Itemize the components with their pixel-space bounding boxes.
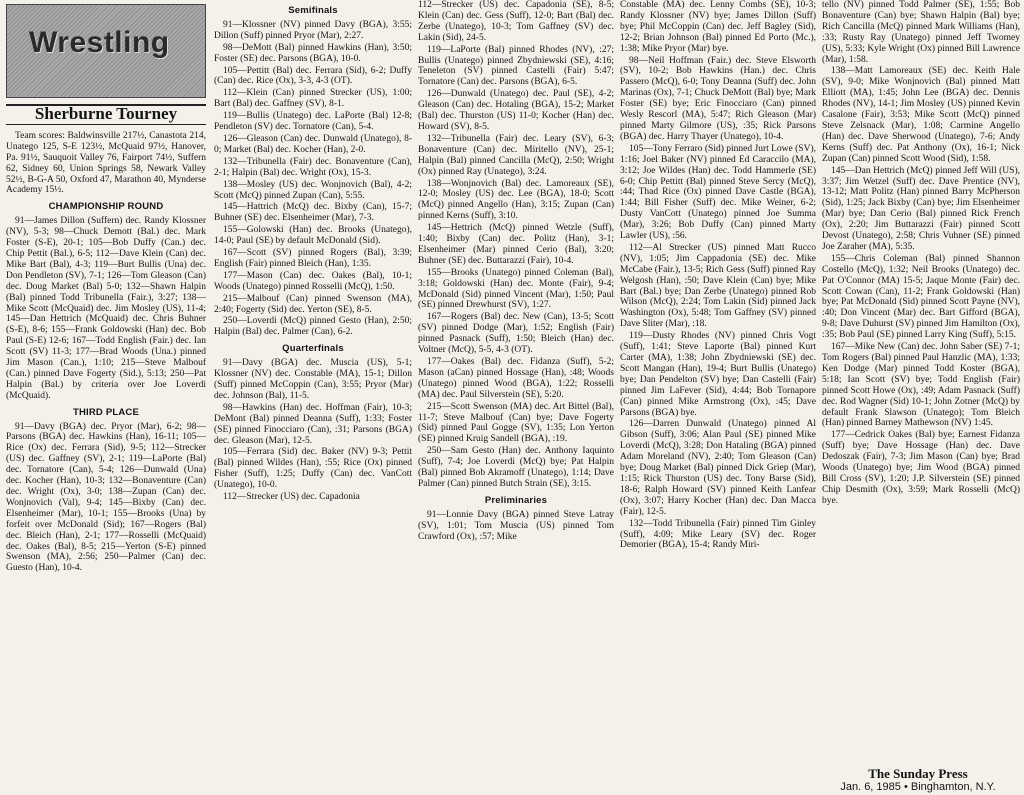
results-paragraph: 112—Al Strecker (US) pinned Matt Rucco (NV), 1:05; Jim Cappadonia (SE) dec. Mike McCabe (Fair.), 13-5; Rich Gess (Suff) pinned Ray Welgosh (Han), :50; Dave Klein (Can) bye; Mike Bart (Bal.) bye; Dan Zerbe (Unatego) pinned Rob Wilson (McQ), 2:24; Tom Lakin (Sid) pinned Jack Washington (Ox), 5:48; Tom Gaffney (SV) pinned Dave Sliter (Mar), :18. — [620, 242, 816, 330]
results-paragraph: 119—Dusty Rhodes (NV) pinned Chris Vogt (Suff), 1:41; Steve Laporte (Bal) pinned Kurt Carter (MA), 1:38; John Zbydniewski (SE) dec. Scott Mangan (Han), 19-4; Burt Bullis (Unatego) bye; Dan Pendelton (SV) bye; Dan Castelli (Fair) pinned Jim LaFever (Sid), 4:44; Bob Tornapore (Can) pinned Mike Armstrong (Ox), :45; Dave Parsons (BGA) bye. — [620, 331, 816, 418]
results-paragraph: 91—Klossner (NV) pinned Davy (BGA), 3:55; Dillon (Suff) pinned Pryor (Mar), 2:27. — [214, 19, 412, 41]
results-paragraph: 91—Davy (BGA) dec. Pryor (Mar), 6-2; 98—Parsons (BGA) dec. Hawkins (Han), 16-11; 105—Rice (Ox) dec. Ferrara (Sid), 9-5; 112—Strecker (US) dec. Gaffney (SV), 2-1; 119—LaPorte (Bal) dec. Tornatore (Can), 5-4; 126—Dunwald (Una) dec. Kocher (Han), 10-3; 132—Bonaventure (Can) dec. Wright (Ox), 3-0; 138—Zupan (Can) dec. Wonjnovich (Val), 9-4; 145—Bixby (Can) dec. Elsenheimer (Mar), 10-1; 155—Brooks (Una) by forfeit over McDonald (Sid); 167—Rogers (Bal) dec. Bleich (Han), 2-1; 177—Rosselli (McQuaid) dec. Oakes (Bal), 8-5; 215—Yerton (S-E) pinned Swenson (MA), 2:56; 250—Palmer (Can) dec. Guesto (Han), 10-4. — [6, 421, 206, 574]
section-subheading: CHAMPIONSHIP ROUND — [48, 201, 164, 213]
dateline: Jan. 6, 1985 • Binghamton, N.Y. — [840, 781, 996, 793]
column-5-body — [822, 0, 1020, 507]
results-paragraph: 167—Mike New (Can) dec. John Saber (SE) 7-1; Tom Rogers (Bal) pinned Paul Hanzlic (MA), 1:33; Ken Dodge (Mar) pinned Todd Koster (BGA), 5:18; Ian Scott (SV) bye; Todd English (Fair) pinned Scott Howe (Ox), :49; Adam Pasnack (Suff) dec. Rod Wagner (Sid) 10-1; John Zotner (McQ) by default Frank Slawson (Unatego); Tom Bleich (Han) pinned Barney Mathewson (NV) 1:45. — [822, 342, 1020, 429]
results-paragraph: 145—Hettrich (McQ) pinned Wetzle (Suff), 1:40; Bixby (Can) dec. Politz (Han), 3-1; Elsenheimer (Mar) pinned Cerio (Bal), 3:20; Buhner (SE) dec. Buttarazzi (Fair), 10-4. — [418, 223, 614, 266]
results-paragraph: 145—Dan Hettrich (McQ) pinned Jeff Will (US), 3:37; Jim Wetzel (Suff) dec. Dave Prentice (NV), 13-12; Matt Politz (Han) pinned Barry McPherson (Sid), 1:25; Jack Bixby (Can) bye; Jim Elsenheimer (Mar) bye; Dan Cerio (Bal) pinned Rick French (Ox), 2:20; Jim Buttarazzi (Fair) pinned Scott Devost (Unatego), 2:58; Chris Vuhner (SE) pinned Joe Zaraher (MA), 5:35. — [822, 165, 1020, 252]
rule-bottom — [6, 124, 206, 125]
column-2 — [214, 0, 412, 795]
results-paragraph: 105—Pettitt (Bal) dec. Ferrara (Sid), 6-2; Duffy (Can) dec. Rice (Ox), 3-3, 4-3 (OT). — [214, 65, 412, 87]
results-paragraph: 177—Mason (Can) dec. Oakes (Bal), 10-1; Woods (Unatego) pinned Rosselli (McQ), 1:50. — [214, 270, 412, 292]
results-paragraph: 98—DeMott (Bal) pinned Hawkins (Han), 3:50; Foster (SE) dec. Parsons (BGA), 10-0. — [214, 42, 412, 64]
results-paragraph: 91—Davy (BGA) dec. Muscia (US), 5-1; Klossner (NV) dec. Constable (MA), 15-1; Dillon (Suff) pinned McCoppin (Can), 3:55; Pryor (Mar) dec. Johnson (Bal), 11-5. — [214, 358, 412, 401]
results-paragraph: 105—Tony Ferraro (Sid) pinned Jurt Lowe (SV), 1:16; Joel Baker (NV) pinned Ed Caraccilo (MA), 3:12; Joe Wildes (Han) dec. Todd Hammerle (SE) 6-0; Chip Pettitt (Bal) pinned Steve Sercy (McQ), :44; Thad Rice (Ox) pinned Dave Castle (BGA), 1:44; Bill Fisher (Suff) dec. Mike Weiner, 6-2; Dusty VanCott (Unatego) pinned Joe Summa (Mar), 3:26; Bob Duffy (Can) pinned Marty Lawler (US), :56. — [620, 143, 816, 242]
results-paragraph: 138—Wonjnovich (Bal) dec. Lamoreaux (SE), 12-0; Mosley (US) dec. Lee (BGA), 18-0; Scott (McQ) pinned Angello (Han), 3:15; Zupan (Can) pinned Kerns (Suff), 3:10. — [418, 178, 614, 222]
results-paragraph: 112—Strecker (US) dec. Capadonia — [223, 492, 360, 503]
section-title: Wrestling — [29, 26, 170, 59]
column-5 — [822, 0, 1020, 795]
results-paragraph: 91—Lonnie Davy (BGA) pinned Steve Latray (SV), 1:01; Tom Muscia (US) pinned Tom Crawford (Ox), :57; Mike — [418, 509, 614, 542]
results-paragraph: 215—Malbouf (Can) pinned Swenson (MA), 2:40; Fogerty (Sid) dec. Yerton (SE), 8-5. — [214, 293, 412, 315]
column-1 — [6, 0, 206, 795]
column-2-body — [214, 6, 412, 503]
results-paragraph: 132—Tribunella (Fair) dec. Bonaventure (Can), 2-1; Halpin (Bal) dec. Wright (Ox), 15-3. — [214, 156, 412, 178]
results-paragraph: 98—Neil Hoffman (Fair.) dec. Steve Elsworth (SV), 10-2; Bob Hawkins (Han.) dec. Chris Passero (McQ), 6-0; Tony Deanna (Suff) dec. John Marinas (Ox), 7-1; Chuck DeMott (Bal) bye; Mark Foster (SE) bye; Eric Finocciaro (Can) pinned Wesly Rescorl (MA), 5:47; Rich Gleason (Mar) pinned Marty Gilmore (US), :35; Rick Parsons (BGA) dec. Harry Thayer (Unatego), 10-4. — [620, 55, 816, 142]
results-paragraph: 155—Chris Coleman (Bal) pinned Shannon Costello (McQ), 1:32; Neil Brooks (Unatego) dec. Pat O'Connor (MA) 15-5; Jaque Monte (Fair) dec. Scott Cowan (Can), 11-2; Frank Goldowski (Han) bye; Pat McDonald (Sid) pinned Scott Payne (NV), :40; Don Vincent (Mar) dec. Bart Gifford (BGA), 9-8; Dave Duhurst (SV) pinned Jim Hamilton (Ox), :35; Bob Paul (SE) pinned Larry King (Suff), 5:15. — [822, 253, 1020, 341]
results-paragraph: 119—Bullis (Unatego) dec. LaPorte (Bal) 12-8; Pendleton (SV) dec. Tornatore (Can), 5-4. — [214, 111, 412, 133]
results-paragraph: 105—Ferrara (Sid) dec. Baker (NV) 9-3; Pettit (Bal) pinned Wildes (Han), :55; Rice (Ox) pinned Fisher (Suff), 1:25; Duffy (Can) dec. VanCott (Unatego), 10-0. — [214, 447, 412, 491]
column-1-body — [6, 131, 206, 574]
column-3-body — [418, 0, 614, 543]
results-paragraph: 177—Oakes (Bal) dec. Fidanza (Suff), 5-2; Mason (aCan) pinned Hossage (Han), :48; Woods (Unatego) pinned Wood (BGA), 1:22; Rosselli (MA) dec. Paul Silverstein (SE), 5:20. — [418, 357, 614, 400]
results-paragraph: 98—Hawkins (Han) dec. Hoffman (Fair), 10-3; DeMont (Bal) pinned Deanna (Suff), 1:33; Foster (SE) pinned Finocciaro (Can), :31; Parsons (BGA) dec. Gleason (Mar), 12-5. — [214, 402, 412, 446]
results-paragraph: tello (NV) pinned Todd Palmer (SE), 1:55; Bob Bonaventure (Can) bye; Shawn Halpin (Bal) bye; Rich Cancilla (McQ) pinned Mark Williams (Han), :33; Rusty Ray (Unatego) pinned Jeff Twomey (US), 5:33; Kyle Wright (Ox) pinned Bill Lawrence (Mar), 1:58. — [822, 0, 1020, 65]
results-paragraph: 155—Brooks (Unatego) pinned Coleman (Bal), 3:18; Goldowski (Han) dec. Monte (Fair), 9-4; McDonald (Sid) pinned Vincent (Mar), 1:50; Paul (SE) pinned Drewhurst (SV), 1:27. — [418, 267, 614, 311]
results-paragraph: Team scores: Baldwinsville 217½, Canastota 214, Unatego 125, S-E 123½, McQuaid 97½, Hanover, Pa. 91½, Sauquoit Valley 76, Fairport 74½, Suffern 62, Sidney 60, Union Springs 58, Newark Valley 52½, B-G-A 50, Oxford 47, Marathon 40, Mynderse Academy 15½. — [6, 130, 206, 196]
results-paragraph: 119—LaPorte (Bal) pinned Rhodes (NV), :27; Bullis (Unatego) pinned Zbydniewski (SE), 4:16; Teneleton (SV) pinned Castelli (Fair) 5:47; Tornatore (Can) dec. Parsons (BGA), 6-5. — [418, 44, 614, 88]
newspaper-name: The Sunday Press — [868, 766, 968, 781]
section-subheading: Quarterfinals — [282, 343, 344, 355]
page-footer — [818, 767, 1018, 793]
results-paragraph: 132—Todd Tribunella (Fair) pinned Tim Ginley (Suff), 4:09; Mike Leary (SV) dec. Roger Demorier (BGA), 15-4; Randy Miri- — [620, 518, 816, 551]
results-paragraph: 132—Tribunella (Fair) dec. Leary (SV), 6-3; Bonaventure (Can) dec. Miritello (NV), 25-1; Halpin (Bal) pinned Cancilla (McQ), 2:50; Wright (Ox) pinned Ray (Unatego), 3:24. — [418, 133, 614, 177]
results-paragraph: 215—Scott Swenson (MA) dec. Art Bittel (Bal), 11-7; Steve Malbouf (Can) bye; Dave Fogerty (Sid) pinned Paul Gogge (SV), 1:35; Lon Yerton (SE) pinned Kruig Sandell (BGA), :19. — [418, 401, 614, 445]
article-headline: Sherburne Tourney — [34, 104, 178, 123]
column-4-body — [620, 0, 816, 551]
results-paragraph: 167—Scott (SV) pinned Rogers (Bal), 3:39; English (Fair) pinned Bleich (Han), 1:35. — [214, 248, 412, 269]
results-paragraph: 250—Sam Gesto (Han) dec. Anthony Iaquinto (Suff), 7-4; Joe Loverdi (McQ) bye; Pat Halpin (Bal) pinned Bob Akramoff (Unatego), 1:14; Dave Palmer (Can) pinned Butch Strain (SE), 3:15. — [418, 446, 614, 489]
results-paragraph: 112—Klein (Can) pinned Strecker (US), 1:00; Bart (Bal) dec. Gaffney (SV), 8-1. — [214, 88, 412, 110]
results-paragraph: 126—Dunwald (Unatego) dec. Paul (SE), 4-2; Gleason (Can) dec. Hotaling (BGA), 15-2; Market (Bal) dec. Thurston (US) 11-0; Kocher (Han) dec. Howard (SV), 8-5. — [418, 89, 614, 132]
results-paragraph: 250—Loverdi (McQ) pinned Gesto (Han), 2:50; Halpin (Bal) dec. Palmer (Can), 6-2. — [214, 316, 412, 338]
column-3 — [418, 0, 614, 795]
results-paragraph: 145—Hattrich (McQ) dec. Bixby (Can), 15-7; Buhner (SE) dec. Elsenheimer (Mar), 7-3. — [214, 202, 412, 224]
results-paragraph: 91—James Dillon (Suffern) dec. Randy Klossner (NV), 5-3; 98—Chuck Demott (Bal.) dec. Mark Foster (S-E), 20-1; 105—Bob Duffy (Can.) dec. Chip Pettit (Bal.), 6-5; 112—Dave Klein (Can) dec. Mike Bart (Bal), 4-3; 119—Burt Bullis (Una) dec. Don Pendleton (SV), 7-1; 126—Tom Gleason (Can) dec. Doug Market (Bal) 5-0; 132—Shawn Halpin (Bal) pinned Todd Tribunella (Fair.), 3:27; 138—Mike Scott (McQuaid) dec. Jim Mosley (US), 11-4; 145—Dan Hettrich (McQuaid) dec. Chris Buhner (S-E), 8-6; 155—Frank Goldowski (Han) dec. Bob Paul (S-E) 12-6; 167—Todd English (Fair.) dec. Ian Scott (SV) 11-3; 177—Brad Woods (Una.) pinned Jim Mason (Can.), 1:10; 215—Steve Malbouf (Can.) pinned Dave Fogerty (Sid.), 5:13; 250—Pat Halpin (Bal.) by criteria over Joe Loverdi (McQuaid). — [6, 216, 206, 401]
results-paragraph: 138—Mosley (US) dec. Wonjnovich (Bal), 4-2; Scott (McQ) pinned Zupan (Can), 5:55. — [214, 179, 412, 201]
section-subheading: Preliminaries — [484, 494, 548, 506]
results-paragraph: 155—Golowski (Han) dec. Brooks (Unatego), 14-0; Paul (SE) by default McDonald (Sid). — [214, 225, 412, 247]
section-banner — [6, 4, 206, 98]
column-4 — [620, 0, 816, 795]
results-paragraph: 126—Darren Dunwald (Unatego) pinned Al Gibson (Suff), 3:06; Alan Paul (SE) pinned Mike Loverdi (McQ), 3:28; Don Hataling (BGA) pinned Adam Moreland (NV), 2:40; Tom Gleason (Can) bye; Doug Market (Bal) pinned Dick Griep (Mar), 1:15; Rick Thurston (US) dec. Tony Barse (Sid), 18-6; Ralph Howard (SV) pinned Keith Lanfear (Ox), 3:07; Harry Kocher (Han) dec. Dan Macca (Fair), 12-5. — [620, 419, 816, 517]
results-paragraph: 167—Rogers (Bal) dec. New (Can), 13-5; Scott (SV) pinned Dodge (Mar), 1:52; English (Fair) pinned Pasnack (Suff), 1:50; Bleich (Han) dec. Voltner (McQ), 5-5, 4-3 (OT). — [418, 312, 614, 356]
results-paragraph: Constable (MA) dec. Lenny Combs (SE), 10-3; Randy Klossner (NV) bye; James Dillon (Suff) bye; Phil McCoppin (Can) dec. Jeff Bagley (Sid), 12-2; Brian Johnson (Bal) pinned Ed Porto (Mc.), 1:38; Mike Pryor (Mar) bye. — [620, 0, 816, 54]
results-paragraph: 112—Strecker (US) dec. Capadonia (SE), 8-5; Klein (Can) dec. Gess (Suff), 12-0; Bart (Bal) dec. Zerbe (Unatego), 10-3; Tom Gaffney (SV) dec. Lakin (Sid), 24-5. — [418, 0, 614, 43]
section-subheading: Semifinals — [288, 5, 338, 16]
results-paragraph: 177—Cedrick Oakes (Bal) bye; Earnest Fidanza (Suff) bye; Dave Hossage (Han) dec. Dave Dedoszak (Fair), 7-3; Jim Mason (Can) bye; Brad Woods (Unatego) bye; Jim Wood (BGA) pinned Bill Cross (SV), 1:20; J.P. Silverstein (SE) pinned Chip Desmith (Ox), 3:59; Mark Rosselli (McQ) bye. — [822, 430, 1020, 506]
results-paragraph: 138—Matt Lamoreaux (SE) dec. Keith Hale (SV), 9-0; Mike Wonjnovich (Bal) pinned Matt Elliott (MA), 1:45; John Lee (BGA) dec. Dennis Rhodes (NV), 14-1; Jim Mosley (US) pinned Kevin Casalone (Fair), 3:53; Mike Scott (McQ) pinned Steve Zelsnack (Mar), 1:08; Carmine Angello (Han) dec. Dave Sherwood (Unatego), 7-6; Andy Kerns (Suff) dec. Pat Anthony (Ox), 16-1; Nick Zupan (Can) pinned Scott Wood (Sid), 1:58. — [822, 66, 1020, 164]
results-paragraph: 126—Gleason (Can) dec. Dunwald (Unatego), 8-0; Market (Bal) dec. Kocher (Han), 2-0. — [214, 133, 412, 155]
section-subheading: THIRD PLACE — [72, 406, 140, 418]
